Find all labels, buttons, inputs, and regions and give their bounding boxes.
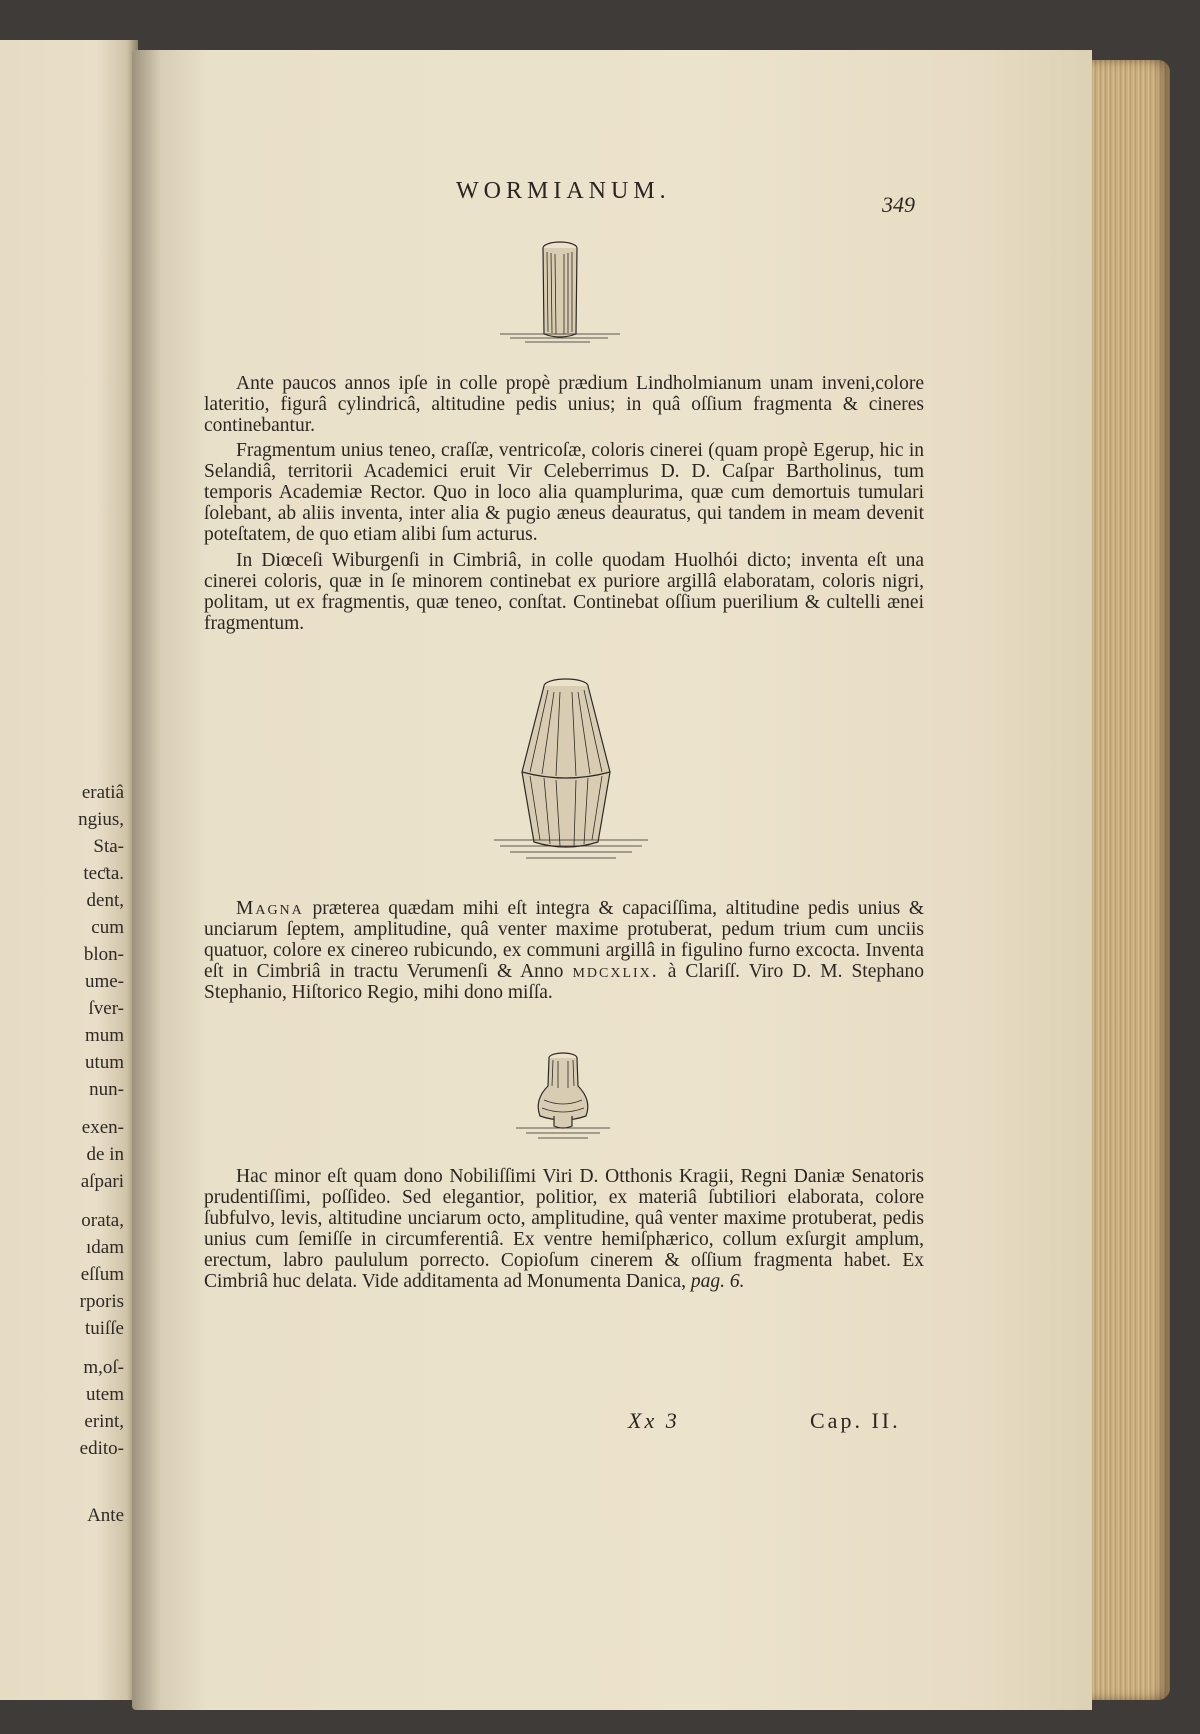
large-urn-figure (486, 672, 656, 862)
left-fragment: de in (86, 1144, 124, 1165)
left-fragment: teƈta. (83, 863, 124, 884)
left-fragment: m,oſ- (83, 1357, 124, 1378)
page-edges (1092, 60, 1170, 1700)
left-fragment: dent, (86, 890, 124, 911)
left-fragment: Sta- (93, 836, 124, 857)
left-fragment: ngius, (78, 809, 124, 830)
cylindrical-urn-figure (490, 238, 630, 348)
left-fragment: rporis (79, 1291, 124, 1312)
left-page-edge (0, 40, 138, 1700)
paragraph-wiburg: In Diœceſi Wiburgenſi in Cimbriâ, in colle quodam Huolhói dicto; inventa eſt una cinerei coloris, quæ in ſe minorem continebat ex puriore argillâ elaboratam, coloris nigri, politam, ut ex fragmentis, quæ teneo, conſtat. Continebat oſſium puerilium & cultelli ænei fragmentum. (204, 550, 924, 634)
signature-mark: Xx 3 (628, 1408, 680, 1433)
left-fragment: mum (84, 1025, 124, 1046)
left-fragment: exen- (81, 1117, 124, 1138)
left-fragment: blon- (83, 944, 124, 965)
left-fragment: tuiſſe (84, 1318, 124, 1339)
left-fragment: eratiâ (81, 782, 124, 803)
paragraph-egerup: Fragmentum unius teneo, craſſæ, ventricoſæ, coloris cinerei (quam propè Egerup, hic in Selandiâ, territorii Academici eruit Vir Celeberrimus D. D. Caſpar Bartholinus, tum temporis Academiæ Rector. Quo in loco alia quamplurima, quæ cum demortuis tumulari ſolebant, ab aliis inventa, inter alia & pugio æneus deauratus, qui tandem in meam devenit poteſtatem, de quo etiam alibi ſum acturus. (204, 440, 924, 545)
left-fragment: cum (91, 917, 124, 938)
left-fragment: utem (86, 1384, 124, 1405)
left-fragment: nun- (89, 1079, 124, 1100)
left-fragment: edito- (79, 1438, 124, 1459)
paragraph-magna: Magna præterea quædam mihi eſt integra & capaciſſima, altitudine pedis unius & unciarum ſeptem, amplitudine, quâ venter maxime protuberat, pedum trium cum unciis quatuor, colore ex cinereo rubicundo, ex communi argillâ in figulino furno excocta. Inventa eſt in Cimbriâ in tractu Verumenſi & Anno mdcxlix. à Clariſſ. Viro D. M. Stephano Stephanio, Hiſtorico Regio, mihi dono miſſa. (204, 898, 925, 1003)
paragraph-lindholm: Ante paucos annos ipſe in colle propè prædium Lindholmianum unam inveni,colore lateritio, figurâ cylindricâ, altitudine pedis unius; in quâ oſſium fragmenta & cineres continebantur. (204, 373, 924, 436)
paragraph-hac-minor: Hac minor eſt quam dono Nobiliſſimi Viri D. Otthonis Kragii, Regni Daniæ Senatoris prudentiſſimi, poſſideo. Sed elegantior, politior, ex materiâ ſubtiliori elaborata, colore ſubfulvo, levis, altitudine unciarum octo, amplitudine, quâ venter maxime protuberat, pedis unius cum ſemiſſe in circumferentiâ. Ex ventre hemiſphærico, collum exſurgit amplum, erectum, labro paululum porrecto. Copioſum cinerem & oſſium fragmenta habet. Ex Cimbriâ huc delata. Vide additamenta ad Monumenta Danica, pag. 6. (204, 1166, 924, 1292)
small-urn-figure (508, 1050, 618, 1145)
left-fragment: erint, (84, 1411, 124, 1432)
running-head: WORMIANUM. (456, 178, 671, 204)
left-fragment: eſſum (80, 1264, 124, 1285)
left-fragment: orata, (81, 1210, 124, 1231)
left-fragment: ume- (84, 971, 124, 992)
left-fragment: utum (84, 1052, 124, 1073)
left-fragment: ſver- (88, 998, 124, 1019)
left-fragment: Ante (87, 1505, 124, 1526)
catchword: Cap. II. (810, 1408, 901, 1433)
left-fragment: aſpari (80, 1171, 124, 1192)
page-number: 349 (882, 192, 915, 217)
left-fragment: ıdam (86, 1237, 124, 1258)
